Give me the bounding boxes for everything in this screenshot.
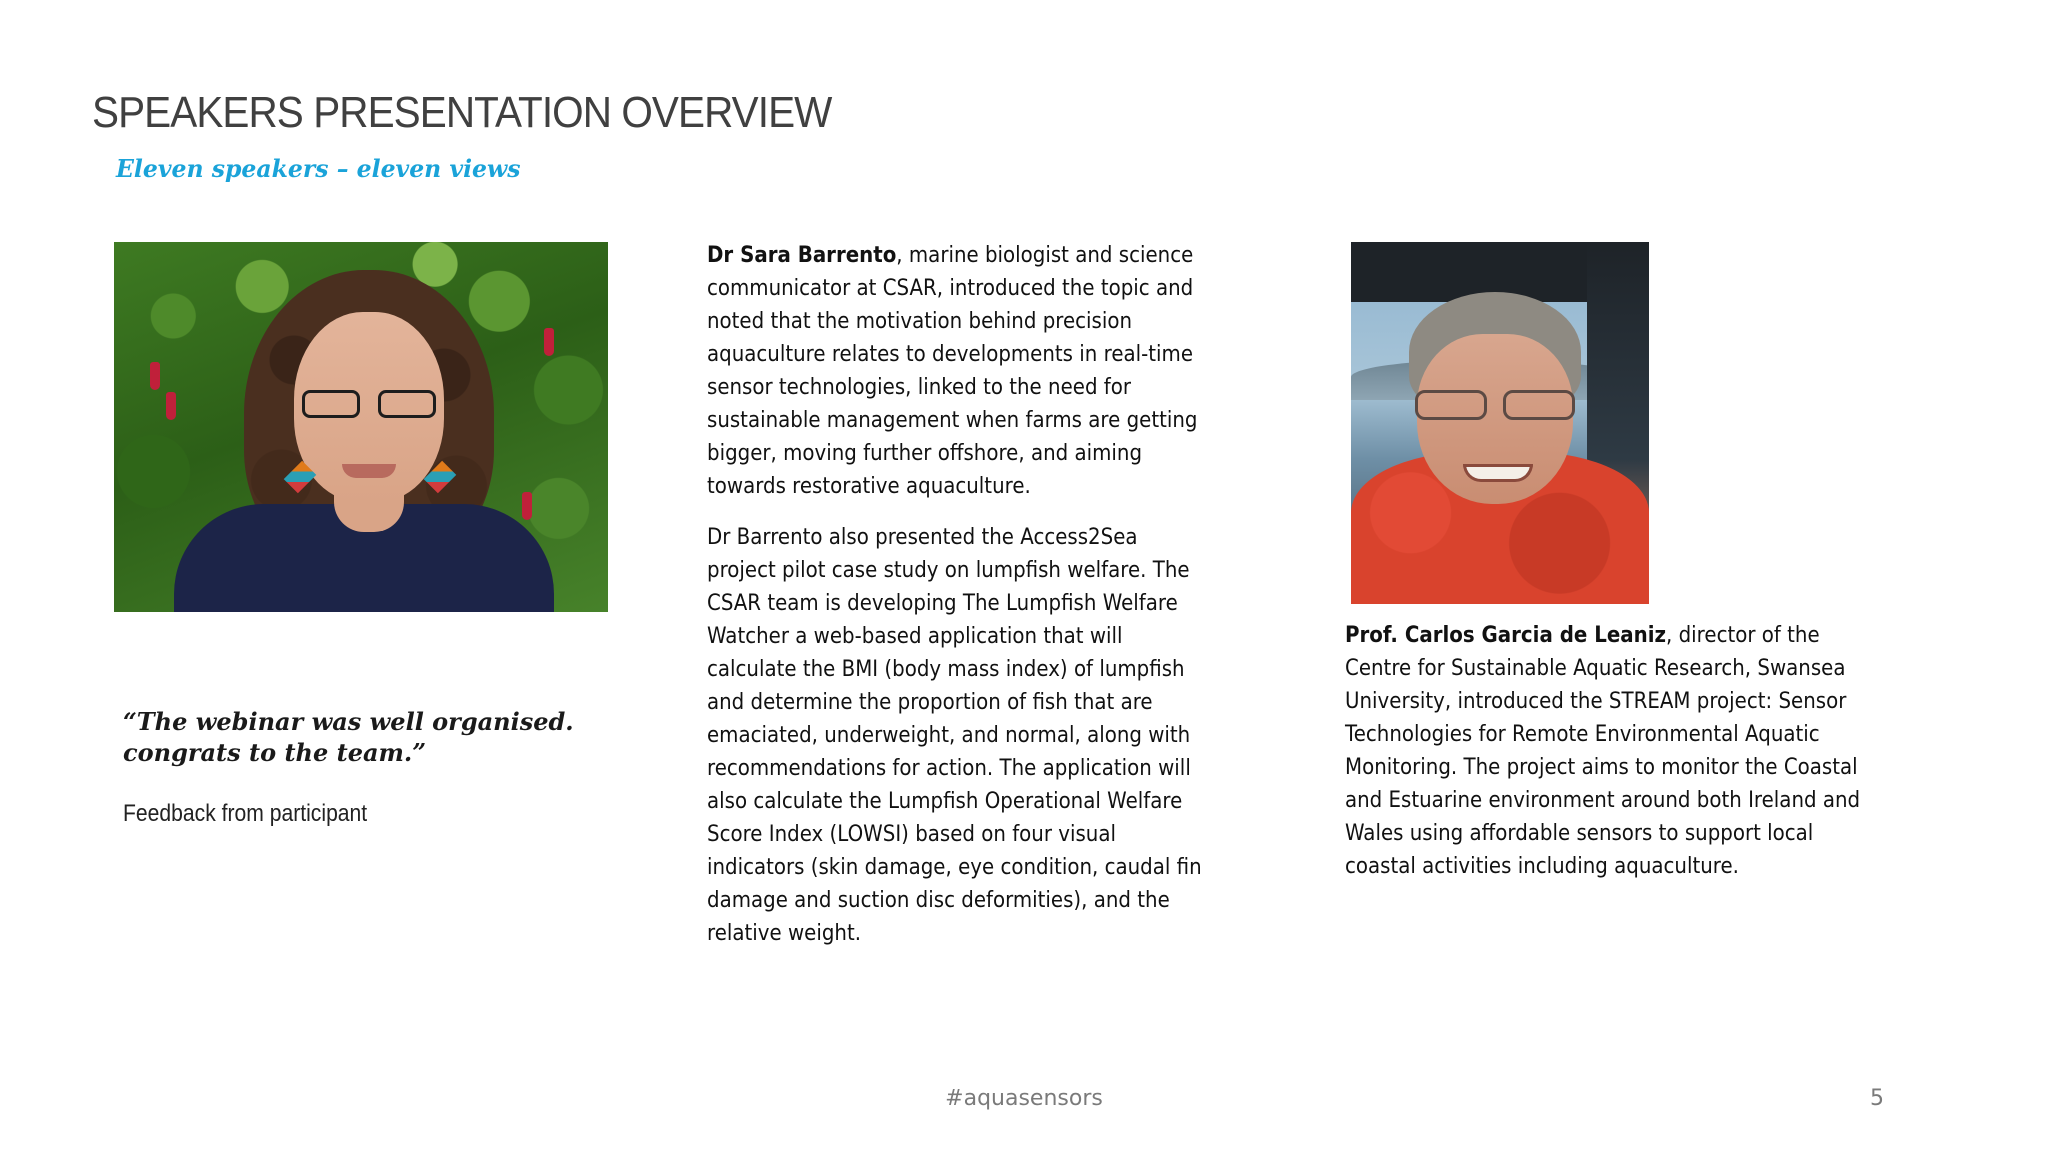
speaker-1-photo [114,242,608,612]
speaker-1-description [707,239,1211,950]
quote-source: Feedback from participant [123,800,368,827]
speaker-2-description [1345,619,1878,883]
speaker-1-paragraph-1 [707,239,1211,503]
page-number: 5 [1870,1086,1884,1111]
slide-title: SPEAKERS PRESENTATION OVERVIEW [92,88,832,137]
participant-quote: “The webinar was well organised. congrats to the team.” [123,707,574,767]
speaker-2-paragraph [1345,619,1878,883]
footer-hashtag: #aquasensors [945,1086,1103,1111]
speaker-2-name: Prof. Carlos Garcia de Leaniz [1345,623,1667,648]
speaker-2-photo [1351,242,1649,604]
speaker-2-intro: , director of the Centre for Sustainable Aquatic Research, Swansea University, introduced the STREAM project: Sensor Technologies for Remote Environmental Aquatic Monitoring. The project aims to monitor the Coastal and Estuarine environment around both Ireland and Wales using affordable sensors to support local coastal activities including aquaculture. [1345,623,1861,879]
speaker-1-intro: , marine biologist and science communicator at CSAR, introduced the topic and noted that the motivation behind precision aquaculture relates to developments in real-time sensor technologies, linked to the need for sustainable management when farms are getting bigger, moving further offshore, and aiming towards restorative aquaculture. [707,243,1198,499]
slide-subtitle: Eleven speakers – eleven views [116,154,521,183]
speaker-1-paragraph-2: Dr Barrento also presented the Access2Sea project pilot case study on lumpfish welfare. The CSAR team is developing The Lumpfish Welfare Watcher a web-based application that will calculate the BMI (body mass index) of lumpfish and determine the proportion of fish that are emaciated, underweight, and normal, along with recommendations for action. The application will also calculate the Lumpfish Operational Welfare Score Index (LOWSI) based on four visual indicators (skin damage, eye condition, caudal fin damage and suction disc deformities), and the relative weight. [707,525,1202,946]
speaker-1-name: Dr Sara Barrento [707,243,897,268]
